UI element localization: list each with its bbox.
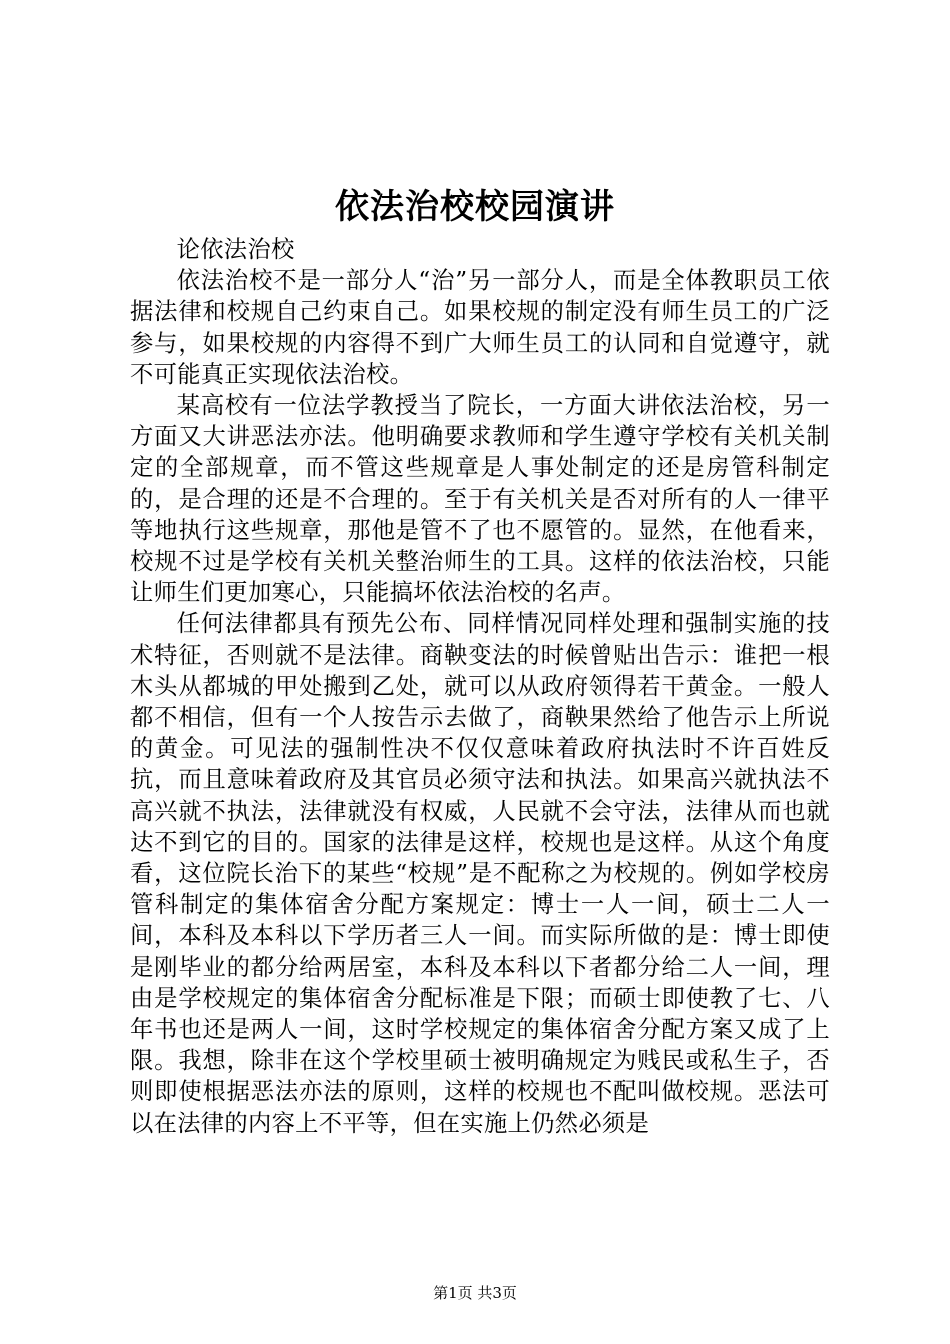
paragraph: 某高校有一位法学教授当了院长，一方面大讲依法治校，另一方面又大讲恶法亦法。他明确要求教师和学生遵守学校有关机关制定的全部规章，而不管这些规章是人事处制定的还是房管科制定的，是合理的还是不合理的。至于有关机关是否对所有的人一律平等地执行这些规章，那他是管不了也不愿管的。显然，在他看来，校规不过是学校有关机关整治师生的工具。这样的依法治校，只能让师生们更加寒心，只能搞坏依法治校的名声。 [130, 392, 830, 607]
section-heading: 论依法治校 [176, 236, 295, 263]
paragraph: 任何法律都具有预先公布、同样情况同样处理和强制实施的技术特征，否则就不是法律。商鞅变法的时候曾贴出告示：谁把一根木头从都城的甲处搬到乙处，就可以从政府领得若干黄金。一般人都不相信，但有一个人按告示去做了，商鞅果然给了他告示上所说的黄金。可见法的强制性决不仅仅意味着政府执法时不许百姓反抗，而且意味着政府及其官员必须守法和执法。如果高兴就执法不高兴就不执法，法律就没有权威，人民就不会守法，法律从而也就达不到它的目的。国家的法律是这样，校规也是这样。从这个角度看，这位院长治下的某些“校规”是不配称之为校规的。例如学校房管科制定的集体宿舍分配方案规定：博士一人一间，硕士二人一间，本科及本科以下学历者三人一间。而实际所做的是：博士即使是刚毕业的都分给两居室，本科及本科以下者都分给二人一间，理由是学校规定的集体宿舍分配标准是下限；而硕士即使教了七、八年书也还是两人一间，这时学校规定的集体宿舍分配方案又成了上限。我想，除非在这个学校里硕士被明确规定为贱民或私生子，否则即使根据恶法亦法的原则，这样的校规也不配叫做校规。恶法可以在法律的内容上不平等，但在实施上仍然必须是 [130, 610, 830, 1137]
page-footer: 第1页 共3页 [433, 1284, 517, 1302]
document-title: 依法治校校园演讲 [335, 187, 615, 227]
document-body [130, 234, 830, 1139]
paragraph: 依法治校不是一部分人“治”另一部分人，而是全体教职员工依据法律和校规自己约束自己。如果校规的制定没有师生员工的广泛参与，如果校规的内容得不到广大师生员工的认同和自觉遵守，就不可能真正实现依法治校。 [130, 267, 830, 388]
